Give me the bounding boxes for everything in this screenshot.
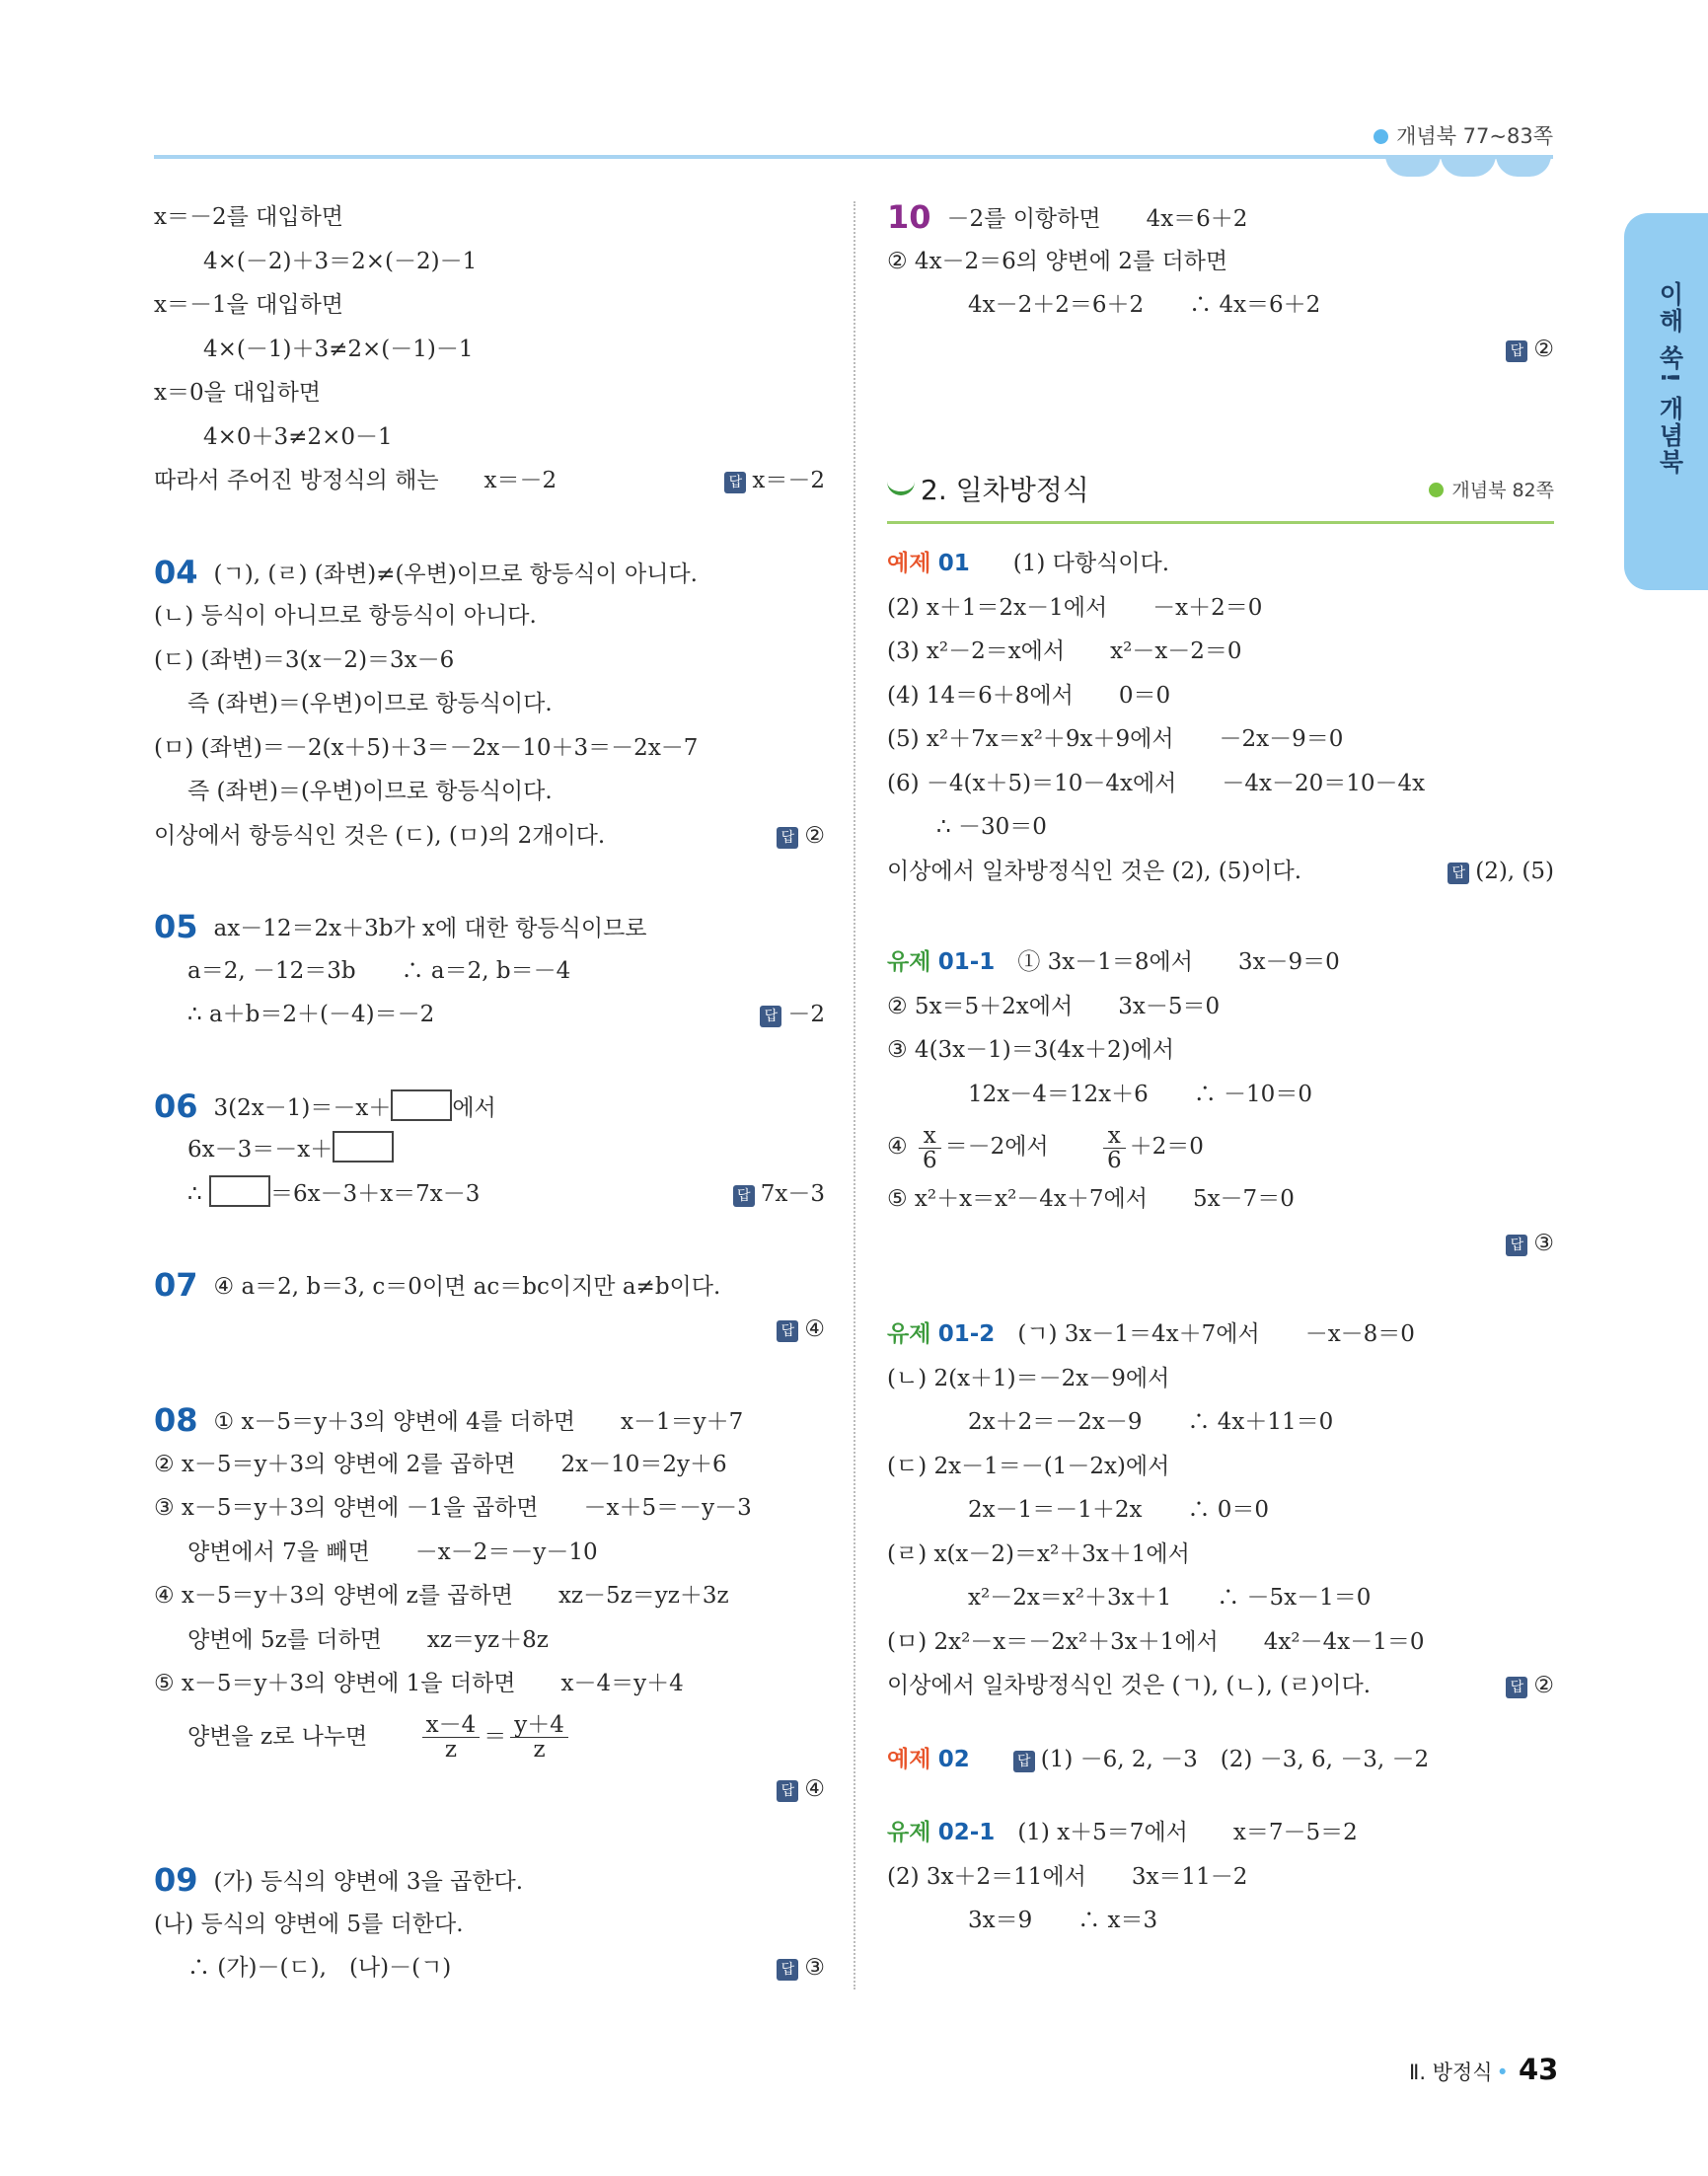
solution-line: 4×(－1)＋3≠2×(－1)－1 xyxy=(203,336,474,362)
solution-line: (나) 등식의 양변에 5를 더한다. xyxy=(154,1911,464,1937)
practice-01-1: 유제 01-1 ① 3x－1＝8에서 3x－9＝0 xyxy=(887,949,1340,975)
solution-line: (ㄷ) (좌변)＝3(x－2)＝3x－6 xyxy=(154,646,455,673)
solution-line: ∴ －30＝0 xyxy=(936,814,1047,840)
left-column xyxy=(154,195,825,1990)
problem-number: 06 xyxy=(154,1087,198,1125)
solution-line: (ㄴ) 2(x＋1)＝－2x－9에서 xyxy=(887,1365,1170,1391)
header-wave-decoration xyxy=(1441,155,1496,177)
solution-line: a＝2, －12＝3b ∴ a＝2, b＝－4 xyxy=(187,957,571,984)
problem-number: 05 xyxy=(154,908,198,945)
section-title: 2. 일차방정식 개념북 82쪽 xyxy=(887,460,1554,524)
solution-line: (5) x²＋7x＝x²＋9x＋9에서 －2x－9＝0 xyxy=(887,726,1344,752)
problem-number: 08 xyxy=(154,1401,198,1439)
solution-line: (2) x＋1＝2x－1에서 －x＋2＝0 xyxy=(887,594,1263,621)
solution-line: ③ x－5＝y＋3의 양변에 －1을 곱하면 －x＋5＝－y－3 xyxy=(154,1495,752,1521)
solution-line: ⑤ x²＋x＝x²－4x＋7에서 5x－7＝0 xyxy=(887,1186,1295,1212)
solution-line: (ㄹ) x(x－2)＝x²＋3x＋1에서 xyxy=(887,1540,1190,1567)
problem-number: 10 xyxy=(887,198,931,236)
blank-box xyxy=(391,1089,452,1121)
section-reference: 개념북 82쪽 xyxy=(1429,460,1554,521)
fraction: $\frac{x}{6}$ xyxy=(1103,1124,1126,1172)
solution-line: ③ 4(3x－1)＝3(4x＋2)에서 xyxy=(887,1037,1175,1063)
solution-line: ∴ ＝6x－3＋x＝7x－3 답 7x－3 xyxy=(154,1172,825,1217)
solution-line: 2x－1＝－1＋2x ∴ 0＝0 xyxy=(968,1497,1270,1523)
answer-icon: 답 xyxy=(1506,1677,1527,1698)
answer-icon: 답 xyxy=(777,827,798,849)
problem-10: 10 －2를 이항하면 4x＝6＋2 xyxy=(887,198,1248,236)
answer: 답 ③ xyxy=(777,1946,825,1990)
problem-number: 09 xyxy=(154,1861,198,1899)
solution-line: 양변에서 7을 빼면 －x－2＝－y－10 xyxy=(187,1538,598,1565)
header-rule xyxy=(154,155,1553,159)
example-01: 예제 01 (1) 다항식이다. xyxy=(887,551,1170,576)
solution-line: (ㄴ) 등식이 아니므로 항등식이 아니다. xyxy=(154,603,537,629)
solution-line: 3x＝9 ∴ x＝3 xyxy=(968,1908,1158,1933)
solution-line: x＝0을 대입하면 xyxy=(154,380,322,406)
bullet-dot-icon xyxy=(1429,483,1444,497)
solution-line: 4×(－2)＋3＝2×(－2)－1 xyxy=(203,248,478,274)
solution-line: (4) 14＝6＋8에서 0＝0 xyxy=(887,682,1171,709)
right-column xyxy=(887,195,1554,1943)
answer-icon: 답 xyxy=(1013,1751,1035,1772)
problem-09: 09 (가) 등식의 양변에 3을 곱한다. xyxy=(154,1861,524,1899)
solution-line: ∴ (가)－(ㄷ), (나)－(ㄱ) 답 ③ xyxy=(154,1946,825,1990)
practice-tag: 유제 xyxy=(887,949,931,975)
solution-line xyxy=(154,1308,825,1352)
problem-07: 07 ④ a＝2, b＝3, c＝0이면 ac＝bc이지만 a≠b이다. xyxy=(154,1266,721,1304)
solution-line: ④ $\frac{x}{6}$ ＝－2에서 $\frac{x}{6}$ ＋2＝0 xyxy=(887,1122,1204,1173)
answer-icon: 답 xyxy=(733,1185,755,1207)
answer: 답 ③ xyxy=(1506,1222,1554,1266)
solution-line: 이상에서 항등식인 것은 (ㄷ), (ㅁ)의 2개이다. 답 ② xyxy=(154,814,825,859)
solution-line: (6) －4(x＋5)＝10－4x에서 －4x－20＝10－4x xyxy=(887,770,1426,796)
header-wave-decoration xyxy=(1385,155,1441,177)
fraction: $\frac{y+4}{z}$ xyxy=(510,1713,568,1762)
solution-line: 6x－3＝－x＋ xyxy=(154,1128,825,1172)
solution-line: 2x＋2＝－2x－9 ∴ 4x＋11＝0 xyxy=(968,1409,1334,1435)
answer: 답 ② xyxy=(1506,1664,1554,1708)
practice-tag: 유제 xyxy=(887,1820,931,1845)
solution-line: 양변에 5z를 더하면 xz＝yz＋8z xyxy=(187,1626,549,1653)
answer-icon: 답 xyxy=(777,1780,798,1802)
solution-line: 12x－4＝12x＋6 ∴ －10＝0 xyxy=(968,1081,1312,1107)
solution-line: x＝－2를 대입하면 xyxy=(154,204,344,230)
solution-line xyxy=(154,1767,825,1812)
answer: 답 ④ xyxy=(777,1767,825,1812)
answer: 답 7x－3 xyxy=(733,1172,825,1217)
answer: 답 (2), (5) xyxy=(1448,850,1554,894)
solution-line: x²－2x＝x²＋3x＋1 ∴ －5x－1＝0 xyxy=(968,1585,1372,1611)
example-tag: 예제 xyxy=(887,551,931,576)
solution-line: (2) 3x＋2＝11에서 3x＝11－2 xyxy=(887,1863,1248,1890)
solution-line: 이상에서 일차방정식인 것은 (ㄱ), (ㄴ), (ㄹ)이다. 답 ② xyxy=(887,1664,1554,1708)
fraction: $\frac{x}{6}$ xyxy=(919,1124,941,1172)
answer-icon: 답 xyxy=(724,472,746,493)
blank-box xyxy=(209,1175,270,1207)
column-divider xyxy=(854,201,855,1989)
answer: 답 ② xyxy=(777,814,825,859)
answer: 답 x＝－2 xyxy=(724,459,825,503)
solution-line: 이상에서 일차방정식인 것은 (2), (5)이다. 답 (2), (5) xyxy=(887,850,1554,894)
solution-line: x＝－1을 대입하면 xyxy=(154,292,344,318)
solution-line: 4x－2＋2＝6＋2 ∴ 4x＝6＋2 xyxy=(968,292,1321,318)
answer: 답 ② xyxy=(1506,328,1554,372)
solution-line: ∴ a＋b＝2＋(－4)＝－2 답 －2 xyxy=(154,993,825,1037)
blank-box xyxy=(333,1131,394,1163)
page-footer: Ⅱ. 방정식 • 43 xyxy=(1409,2053,1559,2086)
answer-icon: 답 xyxy=(777,1320,798,1342)
practice-number: 02-1 xyxy=(937,1820,996,1845)
problem-08: 08 ① x－5＝y＋3의 양변에 4를 더하면 x－1＝y＋7 xyxy=(154,1401,744,1439)
side-tab-label: 이해 쑥! 개념북 xyxy=(1656,281,1684,476)
answer: 답 －2 xyxy=(760,993,825,1037)
bullet-dot-icon xyxy=(1374,129,1388,144)
solution-line: (ㅁ) (좌변)＝－2(x＋5)＋3＝－2x－10＋3＝－2x－7 xyxy=(154,734,699,761)
fraction: $\frac{x-4}{z}$ xyxy=(422,1713,481,1762)
solution-line: 즉 (좌변)＝(우변)이므로 항등식이다. xyxy=(187,779,553,804)
problem-04: 04 (ㄱ), (ㄹ) (좌변)≠(우변)이므로 항등식이 아니다. xyxy=(154,553,698,591)
example-number: 02 xyxy=(937,1746,970,1772)
example-number: 01 xyxy=(937,551,970,576)
header-reference: 개념북 77~83쪽 xyxy=(1374,120,1553,150)
solution-line: (ㅁ) 2x²－x＝－2x²＋3x＋1에서 4x²－4x－1＝0 xyxy=(887,1628,1425,1655)
solution-line: ② 4x－2＝6의 양변에 2를 더하면 xyxy=(887,248,1228,274)
answer-icon: 답 xyxy=(760,1006,781,1027)
example-tag: 예제 xyxy=(887,1746,931,1772)
header-wave-decoration xyxy=(1496,155,1551,177)
practice-tag: 유제 xyxy=(887,1321,931,1347)
solution-line: 즉 (좌변)＝(우변)이므로 항등식이다. xyxy=(187,691,553,716)
answer-icon: 답 xyxy=(1448,863,1469,884)
footer-bullet: • xyxy=(1496,2061,1509,2084)
solution-line: ⑤ x－5＝y＋3의 양변에 1을 더하면 x－4＝y＋4 xyxy=(154,1671,684,1696)
answer-icon: 답 xyxy=(1506,340,1527,362)
answer: 답 ④ xyxy=(777,1308,825,1352)
solution-line: (3) x²－2＝x에서 x²－x－2＝0 xyxy=(887,638,1242,664)
answer-icon: 답 xyxy=(1506,1235,1527,1256)
solution-line xyxy=(887,328,1554,372)
solution-line: 따라서 주어진 방정식의 해는 x＝－2 답 x＝－2 xyxy=(154,459,825,503)
solution-line: ④ x－5＝y＋3의 양변에 z를 곱하면 xz－5z＝yz＋3z xyxy=(154,1583,729,1609)
solution-line: ② 5x＝5＋2x에서 3x－5＝0 xyxy=(887,993,1221,1019)
page-number: 43 xyxy=(1518,2053,1559,2086)
solution-line xyxy=(887,1222,1554,1266)
practice-number: 01-1 xyxy=(937,949,996,975)
problem-06: 06 3(2x－1)＝－x＋ 에서 xyxy=(154,1087,496,1125)
answer-icon: 답 xyxy=(777,1959,798,1981)
solution-line: ② x－5＝y＋3의 양변에 2를 곱하면 2x－10＝2y＋6 xyxy=(154,1451,727,1477)
problem-number: 07 xyxy=(154,1266,198,1304)
solution-line: 4×0＋3≠2×0－1 xyxy=(203,423,393,450)
problem-number: 04 xyxy=(154,553,198,591)
solution-line: (ㄷ) 2x－1＝－(1－2x)에서 xyxy=(887,1453,1170,1479)
practice-number: 01-2 xyxy=(937,1321,996,1347)
practice-01-2: 유제 01-2 (ㄱ) 3x－1＝4x＋7에서 －x－8＝0 xyxy=(887,1321,1415,1347)
practice-02-1: 유제 02-1 (1) x＋5＝7에서 x＝7－5＝2 xyxy=(887,1820,1358,1845)
problem-05: 05 ax－12＝2x＋3b가 x에 대한 항등식이므로 xyxy=(154,908,647,945)
leaf-icon xyxy=(887,476,915,495)
example-02: 예제 02 답 (1) －6, 2, －3 (2) －3, 6, －3, －2 xyxy=(887,1746,1430,1772)
solution-line: 양변을 z로 나누면 $\frac{x-4}{z}$ ＝ $\frac{y+4}{z}$ xyxy=(154,1706,825,1767)
